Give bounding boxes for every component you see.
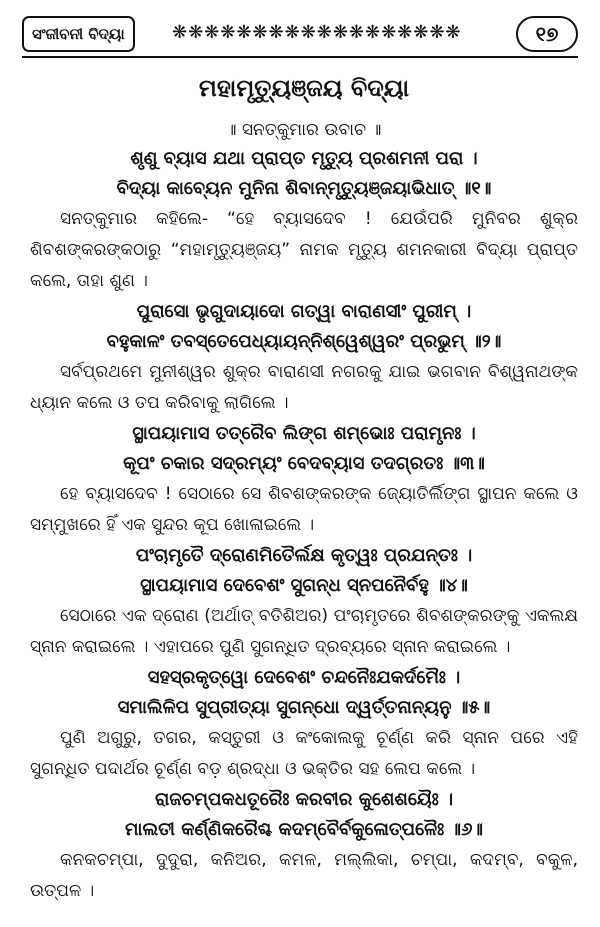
chapter-title: ମହାମୃତ୍ୟୁଞ୍ଜୟ ବିଦ୍ୟା bbox=[198, 74, 410, 102]
sanskrit-verse: ବହୁକାଳଂ ତବସ୍ତେପେଧ୍ୟାୟନ୍ନିଶ୍ୱେଶ୍ୱରଂ ପ୍ରଭୁମ୍ ॥୨॥ bbox=[106, 331, 502, 352]
translation-paragraph: ହେ ବ୍ୟାସଦେବ ! ସେଠାରେ ସେ ଶିବଶଙ୍କରଙ୍କ ଜ୍ୟୋତିର୍ଲିଙ୍ଗ ସ୍ଥାପନ କଲେ ଓ ସମ୍ମୁଖରେ ହିଁ ଏକ ସୁନ୍ଦର କୂପ ଖୋଳାଇଲେ । bbox=[30, 484, 578, 535]
sanskrit-verse: ଶୃଣୁ ବ୍ୟାସ ଯଥା ପ୍ରାପ୍ତ ମୃତ୍ୟୁ ପ୍ରଶମନୀ ପରା । bbox=[130, 148, 478, 169]
sanskrit-verse: ପଂଚାମୃତୈ ଦ୍ରୋଣମିତୈର୍ଲକ୍ଷ କୃତ୍ୱଃ ପ୍ରଯନ୍ତଃ । bbox=[135, 545, 473, 566]
translation-paragraph: ସେଠାରେ ଏକ ଦ୍ରୋଣ (ଅର୍ଥାତ୍ ବତିଶିଅର) ପଂଚାମୃତରେ ଶିବଶଙ୍କରଙ୍କୁ ଏକଲକ୍ଷ ସ୍ନାନ କରାଇଲେ । ଏହାପରେ ପୁଣି ସୁଗନ୍ଧିତ ଦ୍ରବ୍ୟରେ ସ୍ନାନ କରାଇଲେ । bbox=[30, 606, 578, 657]
sanskrit-verse: ସ୍ଥାପୟାମାସ ଦେବେଶଂ ସୁଗନ୍ଧ ସ୍ନପନୈର୍ବହୁ ॥୪॥ bbox=[140, 575, 468, 596]
sanskrit-verse: ପୁରାସୋ ଭୃଗୁଦାୟାଦୋ ଗତ୍ୱା ବାରାଣସୀଂ ପୁରୀମ୍ । bbox=[136, 301, 472, 322]
translation-paragraph: ସର୍ବପ୍ରଥମେ ମୁନୀଶ୍ୱର ଶୁକ୍ର ବାରାଣସୀ ନଗରକୁ ଯାଇ ଭଗବାନ ବିଶ୍ୱନାଥଙ୍କ ଧ୍ୟାନ କଲେ ଓ ତପ କରିବାକୁ ଲାଗିଲେ । bbox=[30, 362, 578, 413]
sanskrit-verse: ବିଦ୍ୟା କାବ୍ୟେନ ମୁନିନା ଶିବାନ୍ମୃତ୍ୟୁଞ୍ଜୟାଭିଧାତ୍ ॥୧॥ bbox=[116, 178, 492, 199]
header-rule bbox=[22, 56, 578, 58]
page-number: ୧୭ bbox=[516, 16, 578, 52]
sanskrit-verse: କୂପଂ ଚକାର ସଦ୍ରମ୍ୟଂ ବେଦବ୍ୟାସ ତଦଗ୍ରତଃ ॥୩॥ bbox=[123, 453, 485, 474]
sanskrit-verse: ମାଲତୀ କର୍ଣ୍ଣିକରୈଶ୍ଚ କଦମ୍ବୈର୍ବକୁଳୋତ୍ପଳୈଃ ॥୬॥ bbox=[124, 819, 484, 840]
translation-paragraph: କନକଚମ୍ପା, ଦୁଦୁରା, କନିଅର, କମଳ, ମଲ୍ଲିକା, ଚମ୍ପା, କଦମ୍ବ, ବକୁଳ, ଉତ୍ପଳ । bbox=[30, 850, 578, 901]
speaker-line: ॥ ସନତ୍କୁମାର ଉବାଚ ॥ bbox=[226, 120, 382, 140]
running-title: ସଂଜୀବନୀ ବିଦ୍ୟା bbox=[22, 16, 135, 52]
translation-paragraph: ପୁଣି ଅଗୁରୁ, ତଗର, କସ୍ତୁରୀ ଓ କଂକୋଲକୁ ଚୂର୍ଣ୍ଣ କରି ସ୍ନାନ ପରେ ଏହି ସୁଗନ୍ଧିତ ପଦାର୍ଥର ଚୂର୍ଣ୍ଣ ବଡ଼ ଶ୍ରଦ୍ଧା ଓ ଭକ୍ତିର ସହ ଲେପ କଲେ । bbox=[30, 728, 578, 779]
translation-paragraph: ସନତ୍କୁମାର କହିଲେ- “ହେ ବ୍ୟାସଦେବ ! ଯେଉଁପରି ମୁନିବର ଶୁକ୍ର ଶିବଶଙ୍କରଙ୍କଠାରୁ “ମହାମୃତ୍ୟୁଞ୍ଜୟ” ନାମକ ମୃତ୍ୟୁ ଶମନକାରୀ ବିଦ୍ୟା ପ୍ରାପ୍ତ କଲେ, ତାହା ଶୁଣ । bbox=[30, 209, 578, 291]
sanskrit-verse: ରାଜଚମ୍ପକଧତୂରୈଃ କରବୀର କୁଶେଶୟୈଃ । bbox=[154, 789, 454, 810]
sanskrit-verse: ସହସ୍ରକୃତ୍ୱୋ ଦେବେଶଂ ଚନ୍ଦନୈଃଯକର୍ଦମୈଃ । bbox=[147, 667, 461, 688]
sanskrit-verse: ସମାଲିଳିପ ସୁପ୍ରୀତ୍ୟା ସୁଗନ୍ଧୋ ଦ୍ୱର୍ତ୍ତନାନ୍ୟନୁ ॥୫॥ bbox=[117, 697, 491, 718]
header-ornament-border: ❋❋❋❋❋❋❋❋❋❋❋❋❋❋❋❋❋❋ bbox=[172, 22, 462, 43]
page-header bbox=[22, 16, 578, 58]
page-content bbox=[30, 66, 578, 907]
sanskrit-verse: ସ୍ଥାପୟାମାସ ତତ୍ରୈବ ଲିଙ୍ଗ ଶମ୍ଭୋଃ ପରାମୃନଃ । bbox=[132, 423, 476, 444]
